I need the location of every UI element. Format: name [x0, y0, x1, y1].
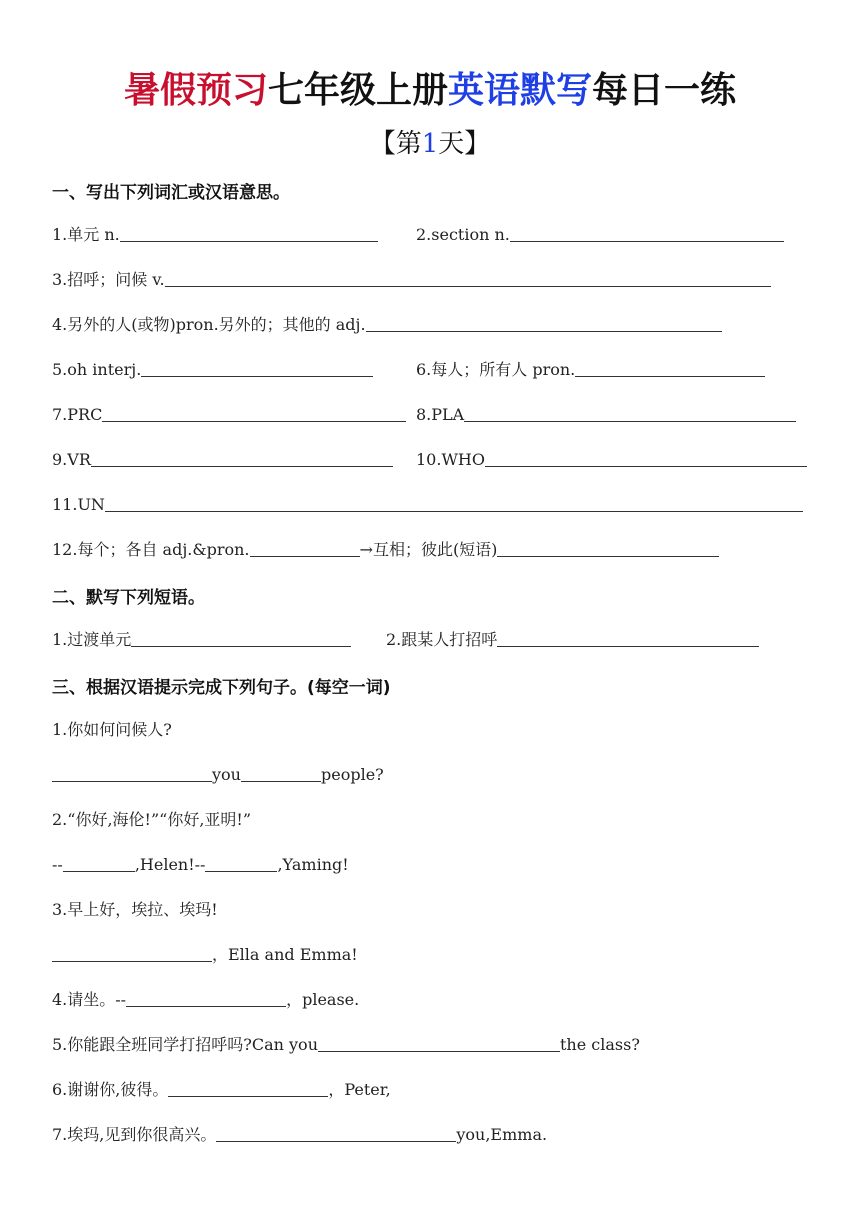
- sentence-3-word-1: ，Ella and Emma!: [212, 945, 358, 964]
- sentence-5-blank-1[interactable]: [318, 1033, 560, 1052]
- vocab-q11: 11.UN: [52, 495, 105, 514]
- sentence-3-answer: [52, 940, 812, 966]
- vocab-q8: 8.PLA: [416, 405, 465, 424]
- sentence-3-chinese: 3.早上好，埃拉、埃玛!: [52, 900, 218, 919]
- sentence-2-chinese: 2.“你好,海伦!”“你好,亚明!”: [52, 810, 252, 829]
- sentence-1-blank-1[interactable]: [52, 763, 212, 782]
- vocab-row-5: [52, 400, 812, 426]
- vocab-q4: 4.另外的人(或物)pron.另外的；其他的 adj.: [52, 315, 366, 334]
- sentence-4-blank-1[interactable]: [126, 988, 286, 1007]
- sentence-7-chinese: 7.埃玛,见到你很高兴。: [52, 1125, 217, 1144]
- sentence-1-answer: [52, 760, 812, 786]
- sentence-2-answer: [52, 850, 812, 876]
- vocab-q1-blank[interactable]: [120, 223, 378, 242]
- vocab-row-8: [52, 535, 812, 561]
- sentence-2-word-2: ,Yaming!: [277, 855, 349, 874]
- vocab-q10-blank[interactable]: [485, 448, 807, 467]
- vocab-q9-blank[interactable]: [91, 448, 393, 467]
- section-heading-phrases: 二、默写下列短语。: [52, 588, 205, 608]
- phrase-p2-blank[interactable]: [497, 628, 759, 647]
- sentence-4: [52, 985, 812, 1011]
- vocab-q5: 5.oh interj.: [52, 360, 142, 379]
- vocab-row-4: [52, 355, 812, 381]
- sentence-6-chinese: 6.谢谢你,彼得。: [52, 1080, 169, 1099]
- sentence-7: [52, 1120, 812, 1146]
- vocab-q4-blank[interactable]: [366, 313, 722, 332]
- sentence-7-blank-1[interactable]: [216, 1123, 456, 1142]
- vocab-q7-blank[interactable]: [102, 403, 406, 422]
- sentence-1-word-1: you: [212, 765, 241, 784]
- sentence-6-word-1: ，Peter,: [328, 1080, 391, 1099]
- sentence-2-blank-2[interactable]: [205, 853, 277, 872]
- vocab-q12a: 12.每个；各自 adj.&pron.: [52, 540, 250, 559]
- vocab-row-7: [52, 490, 812, 516]
- sentence-3-blank-1[interactable]: [52, 943, 212, 962]
- sentence-5-word-1: the class?: [560, 1035, 640, 1054]
- day-label: [0, 126, 860, 162]
- sentence-5-chinese: 5.你能跟全班同学打招呼吗?Can you: [52, 1035, 318, 1054]
- vocab-q11-blank[interactable]: [105, 493, 803, 512]
- vocab-q6: 6.每人；所有人 pron.: [416, 360, 576, 379]
- day-number: 1: [421, 129, 439, 159]
- phrase-p1-blank[interactable]: [131, 628, 351, 647]
- vocab-q9: 9.VR: [52, 450, 91, 469]
- sentence-4-chinese: 4.请坐。--: [52, 990, 127, 1009]
- phrase-p2: 2.跟某人打招呼: [386, 630, 498, 649]
- vocab-row-3: [52, 310, 812, 336]
- sentence-1-blank-2[interactable]: [241, 763, 321, 782]
- sentence-5: [52, 1030, 812, 1056]
- vocab-q7: 7.PRC: [52, 405, 103, 424]
- vocab-row-2: [52, 265, 812, 291]
- sentence-1-chinese: 1.你如何问候人?: [52, 720, 172, 739]
- title-part-1: 暑假预习: [123, 69, 268, 111]
- vocab-row-6: [52, 445, 812, 471]
- vocab-q12b-blank[interactable]: [497, 538, 719, 557]
- section-heading-vocab: 一、写出下列词汇或汉语意思。: [52, 183, 290, 203]
- title-part-3: 英语默写: [448, 69, 593, 111]
- vocab-q3-blank[interactable]: [165, 268, 771, 287]
- day-open: 【第: [369, 129, 422, 159]
- sentence-2-word-1: ,Helen!--: [134, 855, 206, 874]
- sentence-1-word-2: people?: [320, 765, 384, 784]
- sentence-4-word-1: ，please.: [286, 990, 360, 1009]
- title-part-4: 每日一练: [592, 69, 737, 111]
- sentence-6-blank-1[interactable]: [168, 1078, 328, 1097]
- phrase-p1: 1.过渡单元: [52, 630, 132, 649]
- sentence-3-prompt: [52, 895, 812, 921]
- vocab-q10: 10.WHO: [416, 450, 485, 469]
- vocab-q12a-blank[interactable]: [250, 538, 360, 557]
- sentence-2-dash: --: [52, 855, 63, 874]
- sentence-1-prompt: [52, 715, 812, 741]
- day-close: 天】: [438, 129, 491, 159]
- sentence-6: [52, 1075, 812, 1101]
- vocab-q12b: →互相；彼此(短语): [359, 540, 498, 559]
- vocab-q6-blank[interactable]: [575, 358, 765, 377]
- vocab-q1: 1.单元 n.: [52, 225, 120, 244]
- vocab-q5-blank[interactable]: [141, 358, 373, 377]
- section-heading-sentences: 三、根据汉语提示完成下列句子。(每空一词): [52, 678, 391, 698]
- phrase-row-1: [52, 625, 812, 651]
- sentence-7-word-1: you,Emma.: [456, 1125, 548, 1144]
- vocab-q2-blank[interactable]: [510, 223, 784, 242]
- vocab-row-1: [52, 220, 812, 246]
- vocab-q8-blank[interactable]: [464, 403, 796, 422]
- page-title: [0, 66, 860, 114]
- vocab-q2: 2.section n.: [416, 225, 510, 244]
- sentence-2-blank-1[interactable]: [63, 853, 135, 872]
- title-part-2: 七年级上册: [267, 69, 448, 111]
- sentence-2-prompt: [52, 805, 812, 831]
- vocab-q3: 3.招呼；问候 v.: [52, 270, 165, 289]
